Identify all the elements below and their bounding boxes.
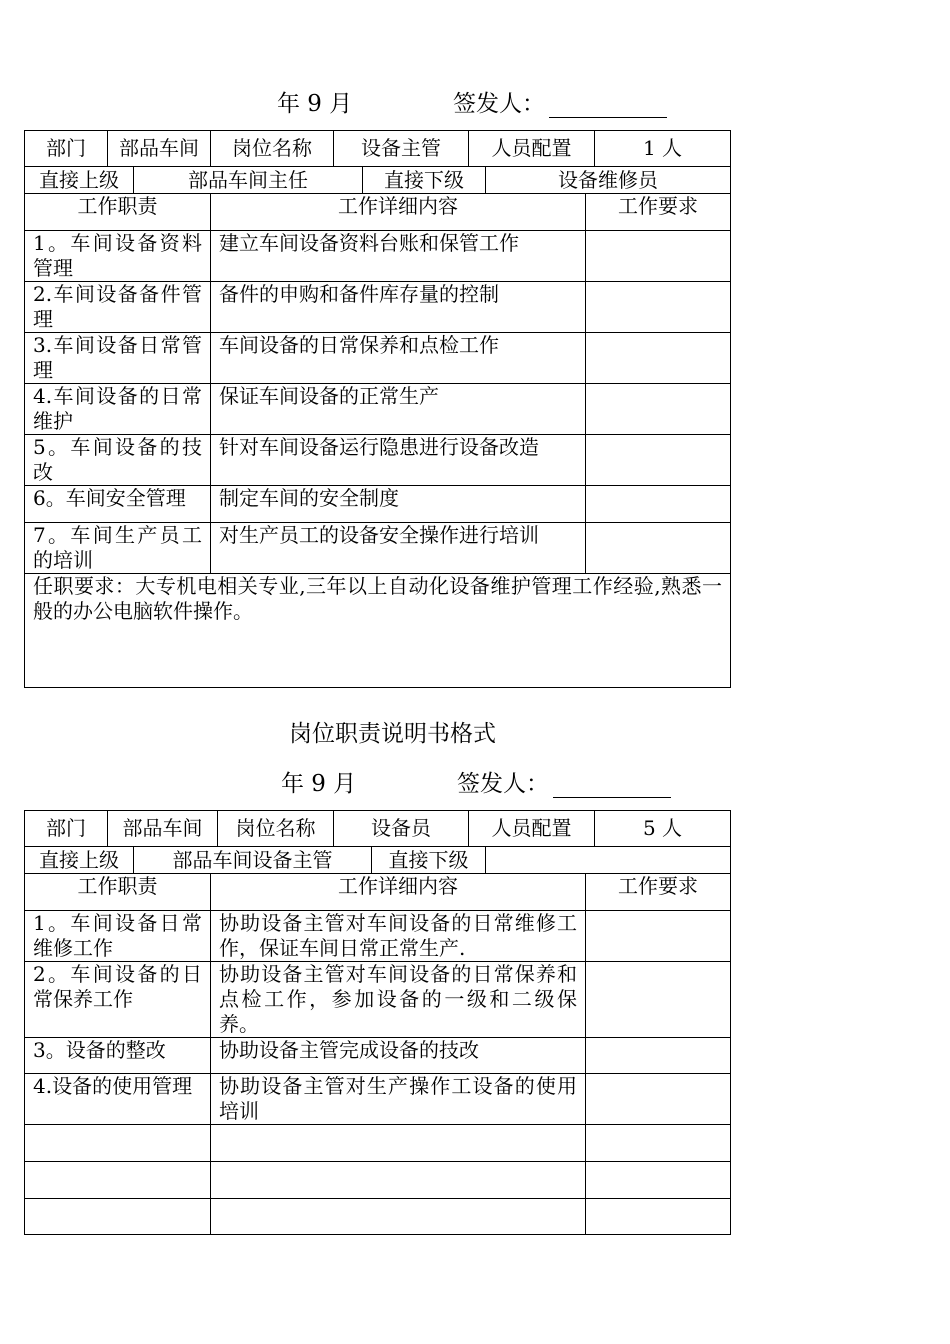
table-row	[25, 1162, 731, 1199]
req-cell[interactable]	[586, 1074, 731, 1125]
superior-label: 直接上级	[25, 847, 134, 874]
duty-cell: 3。设备的整改	[25, 1038, 211, 1074]
job-relation-table-1	[24, 166, 731, 194]
duty-cell: 4.设备的使用管理	[25, 1074, 211, 1125]
detail-cell: 协助设备主管对车间设备的日常保养和点检工作，参加设备的一级和二级保养。	[211, 962, 586, 1038]
req-cell[interactable]	[586, 911, 731, 962]
req-cell[interactable]	[586, 1038, 731, 1074]
req-cell[interactable]	[586, 1162, 731, 1199]
job-header-table-2	[24, 810, 731, 847]
duty-cell: 5。车间设备的技改	[25, 435, 211, 486]
qualification-cell: 任职要求：大专机电相关专业,三年以上自动化设备维护管理工作经验,熟悉一般的办公电脑软件操作。	[25, 574, 731, 688]
duties-table-2	[24, 873, 731, 1235]
table-row	[25, 962, 731, 1038]
staff-value: 5 人	[595, 811, 731, 847]
issue-date: 年 9 月	[281, 771, 357, 797]
duty-cell[interactable]	[25, 1162, 211, 1199]
signature-line[interactable]	[549, 93, 667, 118]
col-detail-header: 工作详细内容	[211, 874, 586, 911]
duty-cell[interactable]	[25, 1125, 211, 1162]
staff-label: 人员配置	[469, 131, 595, 167]
req-cell[interactable]	[586, 1125, 731, 1162]
detail-cell: 车间设备的日常保养和点检工作	[211, 333, 586, 384]
col-detail-header: 工作详细内容	[211, 194, 586, 231]
job-header-table-1	[24, 130, 731, 167]
col-duty-header: 工作职责	[25, 874, 211, 911]
duty-cell: 4.车间设备的日常维护	[25, 384, 211, 435]
issuer-label: 签发人：	[453, 91, 545, 117]
req-cell[interactable]	[586, 282, 731, 333]
issuer-label: 签发人：	[457, 771, 549, 797]
req-cell[interactable]	[586, 384, 731, 435]
col-req-header: 工作要求	[586, 874, 731, 911]
table-row	[25, 282, 731, 333]
table-row	[25, 486, 731, 523]
duties-table-1	[24, 193, 731, 688]
table-row	[25, 384, 731, 435]
duty-cell: 2.车间设备备件管理	[25, 282, 211, 333]
detail-cell[interactable]	[211, 1162, 586, 1199]
req-cell[interactable]	[586, 962, 731, 1038]
dept-value: 部品车间	[108, 131, 211, 167]
detail-cell[interactable]	[211, 1125, 586, 1162]
duty-cell: 3.车间设备日常管理	[25, 333, 211, 384]
duty-cell: 6。车间安全管理	[25, 486, 211, 523]
dept-label: 部门	[25, 131, 108, 167]
detail-cell: 对生产员工的设备安全操作进行培训	[211, 523, 586, 574]
req-cell[interactable]	[586, 435, 731, 486]
duty-cell: 1。车间设备日常维修工作	[25, 911, 211, 962]
subordinate-label: 直接下级	[372, 847, 486, 874]
req-cell[interactable]	[586, 486, 731, 523]
subordinate-value	[486, 847, 731, 874]
detail-cell: 备件的申购和备件库存量的控制	[211, 282, 586, 333]
subordinate-label: 直接下级	[363, 167, 486, 194]
post-label: 岗位名称	[211, 131, 334, 167]
detail-cell: 协助设备主管对车间设备的日常维修工作，保证车间日常正常生产.	[211, 911, 586, 962]
table-row	[25, 333, 731, 384]
col-duty-header: 工作职责	[25, 194, 211, 231]
table-row	[25, 231, 731, 282]
subordinate-value: 设备维修员	[486, 167, 731, 194]
detail-cell: 协助设备主管对生产操作工设备的使用培训	[211, 1074, 586, 1125]
document-title: 岗位职责说明书格式	[289, 721, 496, 747]
staff-label: 人员配置	[469, 811, 595, 847]
col-req-header: 工作要求	[586, 194, 731, 231]
post-value: 设备主管	[334, 131, 469, 167]
detail-cell[interactable]	[211, 1199, 586, 1235]
dept-label: 部门	[25, 811, 108, 847]
superior-value: 部品车间设备主管	[134, 847, 372, 874]
dept-value: 部品车间	[108, 811, 218, 847]
duty-cell: 2。车间设备的日常保养工作	[25, 962, 211, 1038]
table-row	[25, 911, 731, 962]
req-cell[interactable]	[586, 523, 731, 574]
table-row	[25, 1038, 731, 1074]
signature-line[interactable]	[553, 773, 671, 798]
duty-cell: 1。车间设备资料管理	[25, 231, 211, 282]
post-label: 岗位名称	[218, 811, 334, 847]
staff-value: 1 人	[595, 131, 731, 167]
req-cell[interactable]	[586, 231, 731, 282]
table-row	[25, 1199, 731, 1235]
detail-cell: 建立车间设备资料台账和保管工作	[211, 231, 586, 282]
req-cell[interactable]	[586, 333, 731, 384]
issuer-field	[457, 770, 671, 798]
detail-cell: 协助设备主管完成设备的技改	[211, 1038, 586, 1074]
detail-cell: 针对车间设备运行隐患进行设备改造	[211, 435, 586, 486]
table-row	[25, 1125, 731, 1162]
duty-cell: 7。车间生产员工的培训	[25, 523, 211, 574]
table-row	[25, 435, 731, 486]
issue-date: 年 9 月	[277, 91, 353, 117]
duty-cell[interactable]	[25, 1199, 211, 1235]
req-cell[interactable]	[586, 1199, 731, 1235]
table-row	[25, 1074, 731, 1125]
superior-value: 部品车间主任	[134, 167, 363, 194]
superior-label: 直接上级	[25, 167, 134, 194]
post-value: 设备员	[334, 811, 469, 847]
detail-cell: 保证车间设备的正常生产	[211, 384, 586, 435]
table-row	[25, 523, 731, 574]
detail-cell: 制定车间的安全制度	[211, 486, 586, 523]
job-relation-table-2	[24, 846, 731, 874]
issuer-field	[453, 90, 667, 118]
